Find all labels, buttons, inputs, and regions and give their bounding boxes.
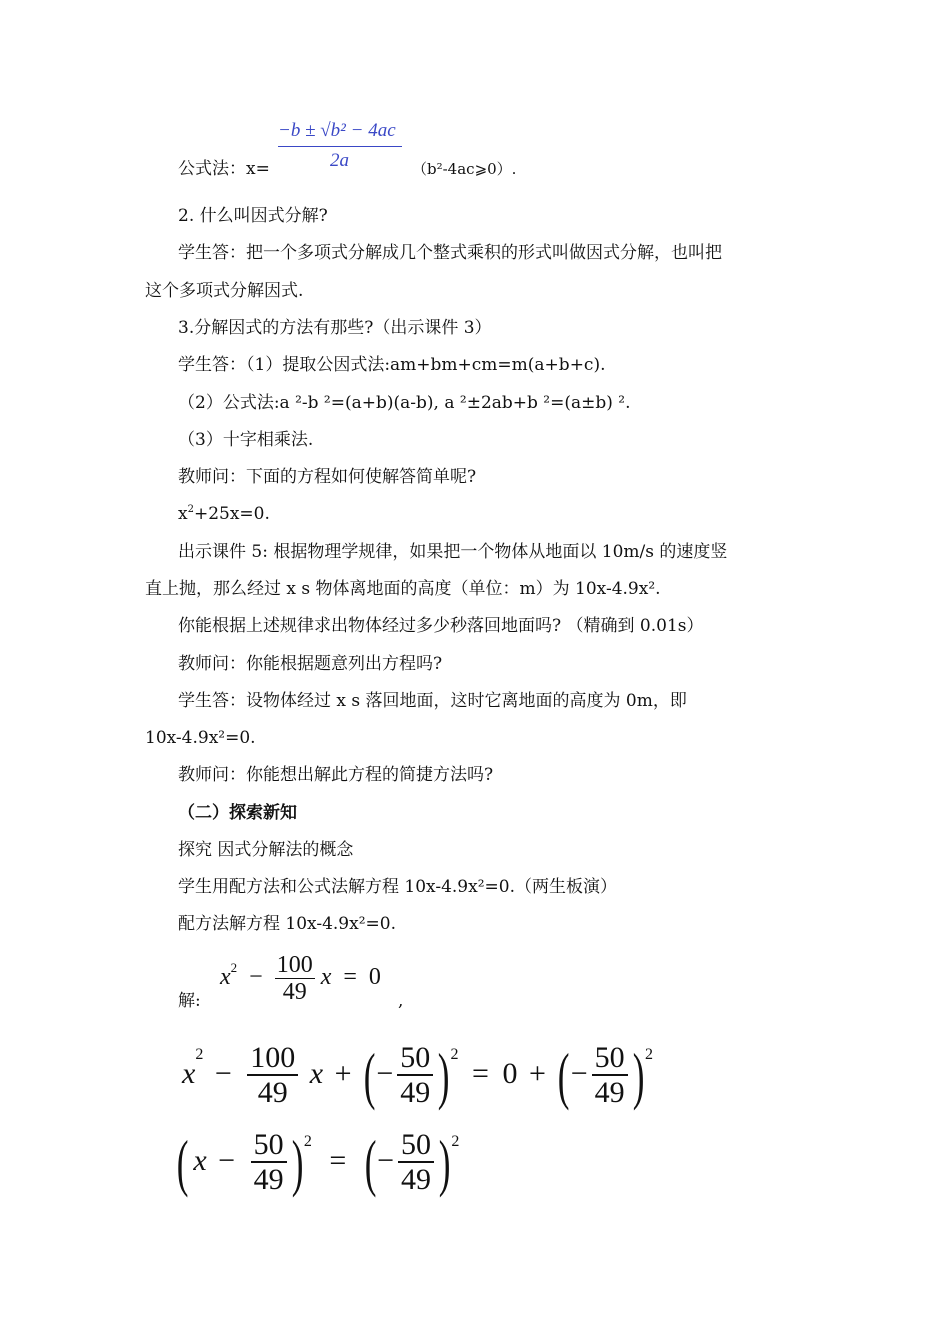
question-3-answer-2: （2）公式法:a ²-b ²=(a+b)(a-b), a ²±2ab+b ²=(a±b) ². (178, 393, 631, 413)
fraction-bar (278, 146, 402, 147)
equation-1: $x^2+25x=0$. (178, 504, 270, 524)
section-title: （二）探索新知 (178, 803, 297, 823)
formula-numerator: −b ± √b² − 4ac (278, 120, 396, 141)
complete-square-heading: 配方法解方程 10x-4.9x²=0. (178, 914, 396, 934)
formula-fraction (278, 118, 404, 178)
question-2-answer-cont: 这个多项式分解因式. (145, 281, 304, 301)
courseware-5-line-1: 出示课件 5: 根据物理学规律，如果把一个物体从地面以 10m/s 的速度竖 (178, 542, 728, 562)
question-2-answer: 学生答：把一个多项式分解成几个整式乘积的形式叫做因式分解，也叫把 (178, 243, 722, 263)
equation-step-1: $x^2$ − $\frac{100}{49}$ x = 0 (220, 952, 381, 1005)
teacher-question-2: 教师问：你能根据题意列出方程吗? (178, 654, 443, 674)
question-2: 2. 什么叫因式分解? (178, 206, 328, 226)
student-answer-2: 学生答：设物体经过 x s 落回地面，这时它离地面的高度为 0m，即 (178, 691, 687, 711)
student-solve: 学生用配方法和公式法解方程 10x-4.9x²=0.（两生板演） (178, 877, 617, 897)
question-3: 3.分解因式的方法有那些?（出示课件 3） (178, 318, 492, 338)
explore-heading: 探究 因式分解法的概念 (178, 840, 354, 860)
student-answer-2-cont: 10x-4.9x²=0. (145, 728, 256, 748)
formula-condition: （b²-4ac⩾0）. (412, 160, 517, 178)
equation-step-3: ( x − $\frac{50}{49}$ )$^2$ = (− $\frac{50}{49}$ )$^2$ (176, 1127, 460, 1199)
formula-denominator: 2a (330, 150, 349, 171)
teacher-question-1: 教师问：下面的方程如何使解答简单呢? (178, 467, 477, 487)
question-3-answer-3: （3）十字相乘法. (178, 430, 314, 450)
comma: , (398, 991, 404, 1011)
formula-label: 公式法：x= (178, 159, 270, 179)
equation-step-2: $x^2$ − $\frac{100}{49}$ x + (− $\frac{50}{49}$ )$^2$ = 0 + (− $\frac{50}{49}$ )$^2$ (182, 1040, 653, 1112)
question-3-answer-1: 学生答：（1）提取公因式法:am+bm+cm=m(a+b+c). (178, 355, 606, 375)
question-time: 你能根据上述规律求出物体经过多少秒落回地面吗? （精确到 0.01s） (178, 616, 704, 636)
teacher-question-3: 教师问：你能想出解此方程的简捷方法吗? (178, 765, 494, 785)
solve-label: 解: (178, 991, 201, 1011)
courseware-5-line-2: 直上抛，那么经过 x s 物体离地面的高度（单位：m）为 10x-4.9x². (145, 579, 661, 599)
